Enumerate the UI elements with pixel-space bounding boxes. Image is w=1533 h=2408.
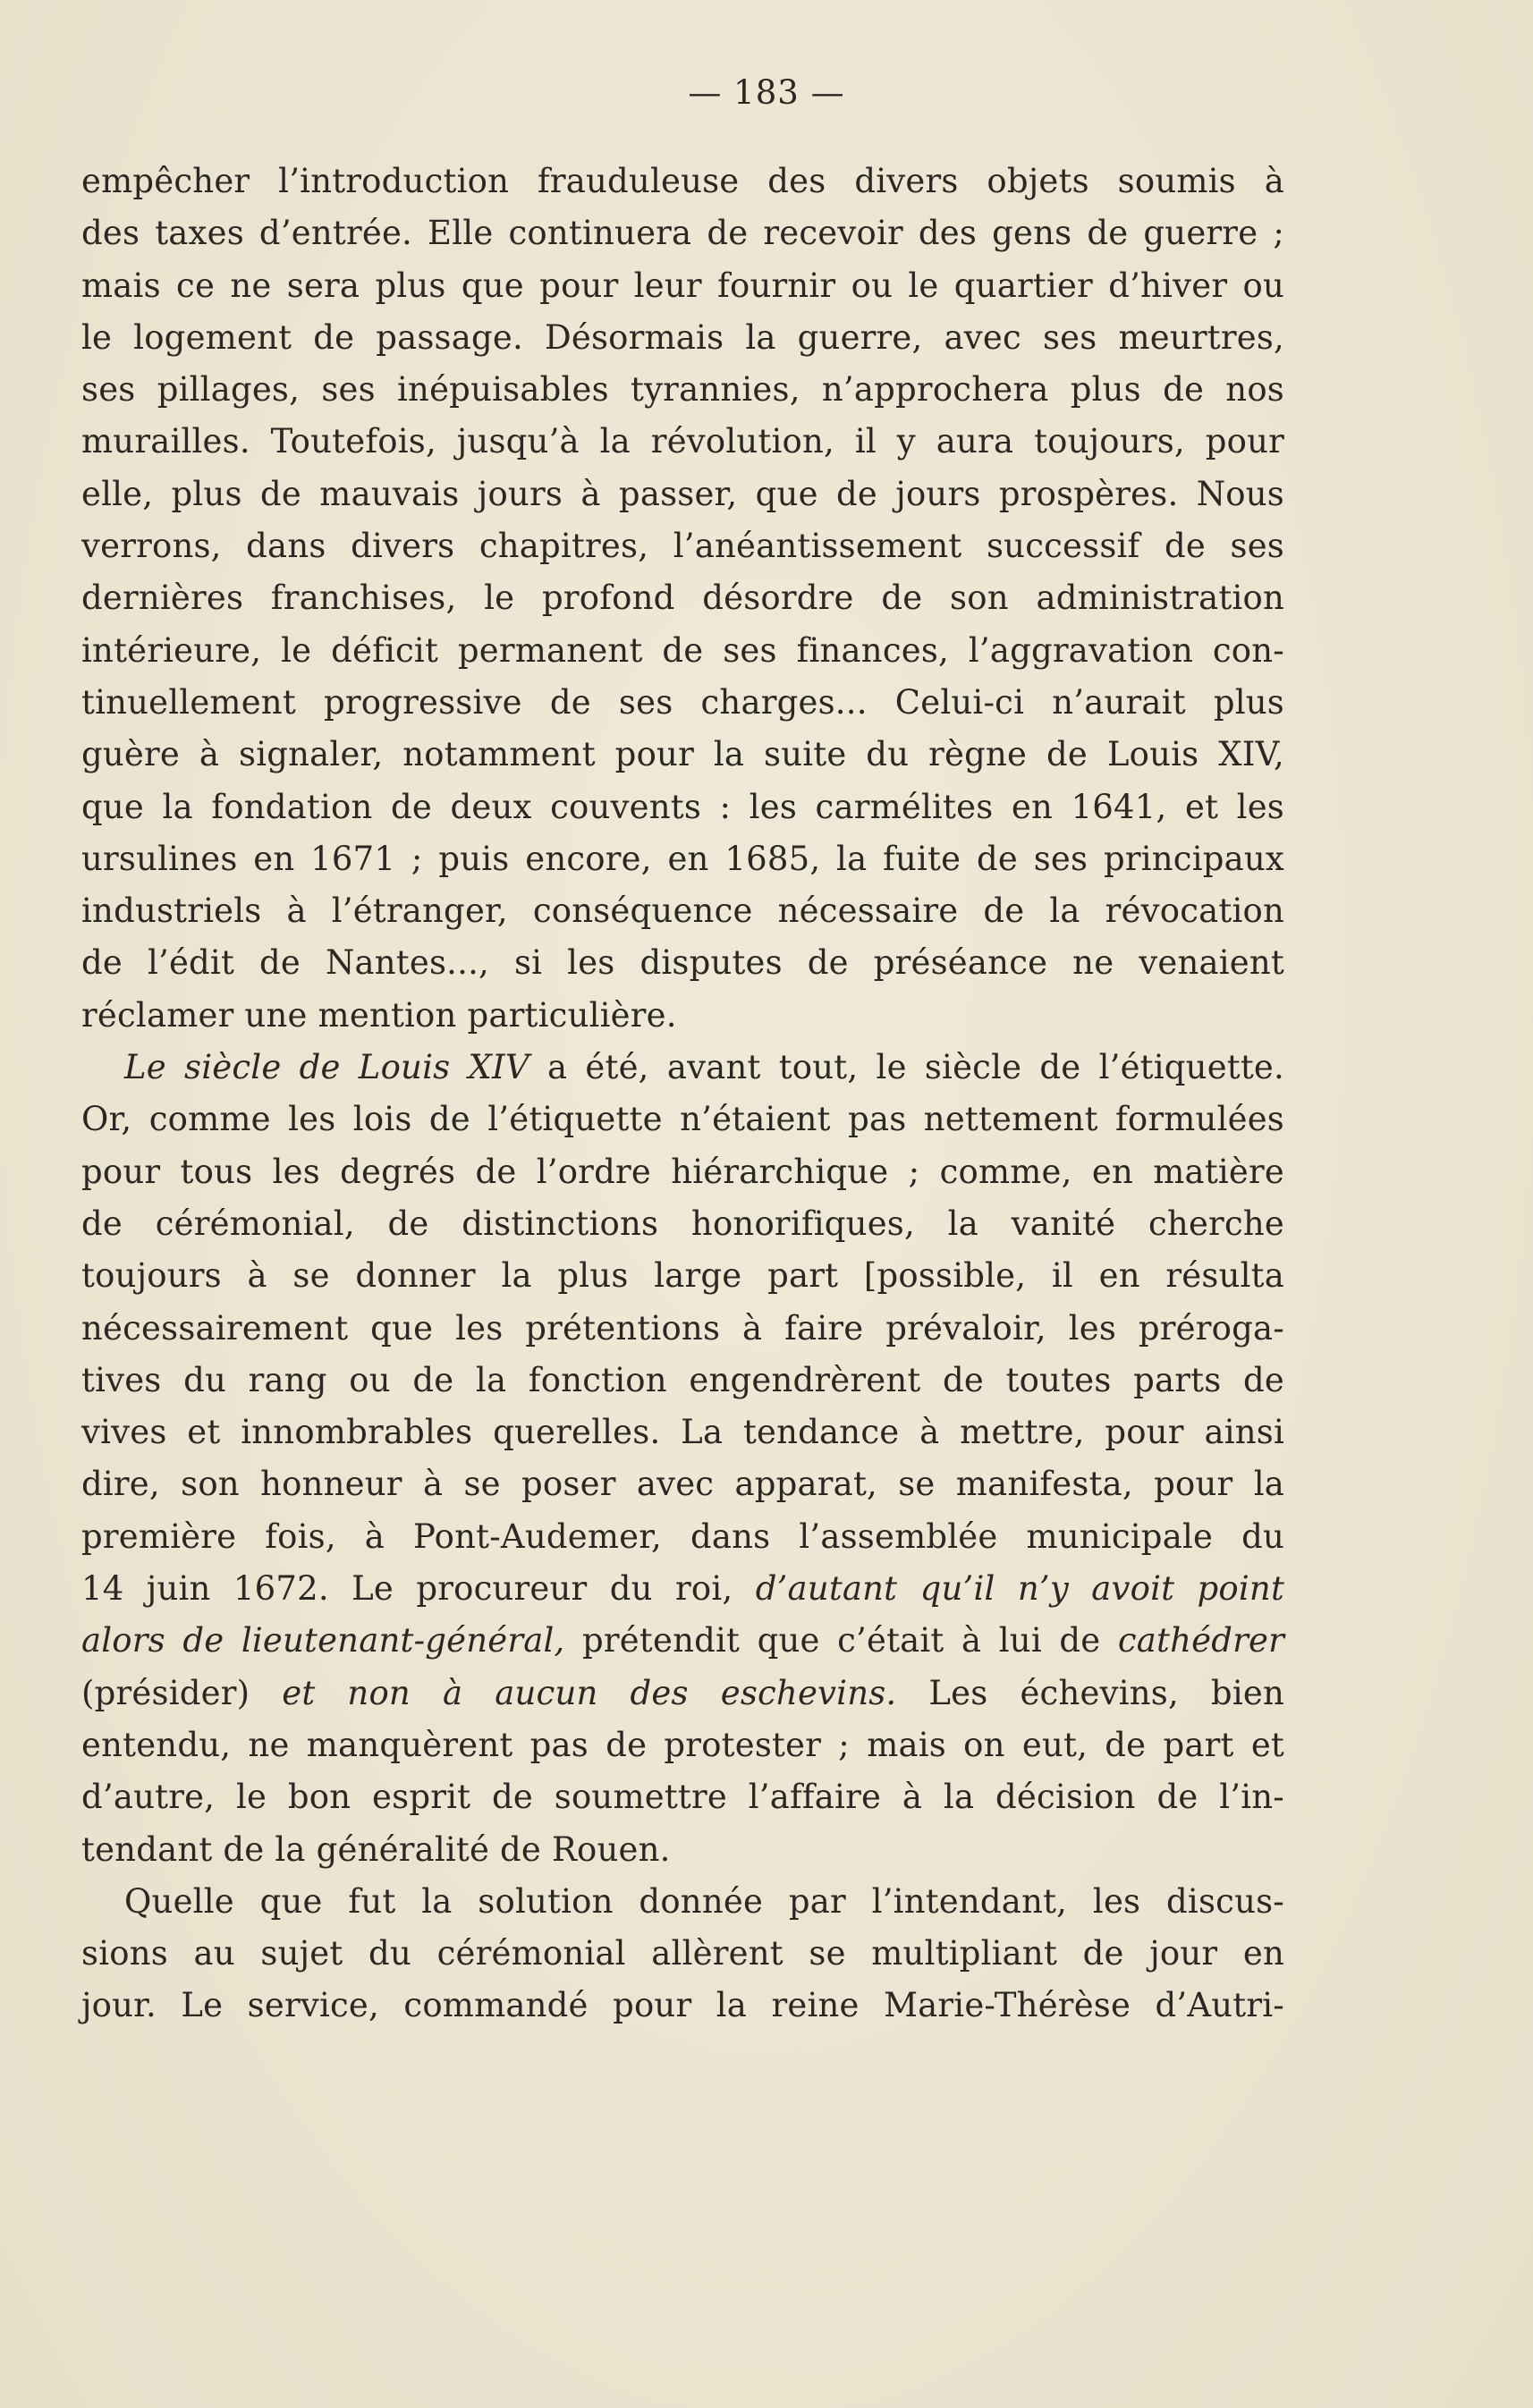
text-segment: tinuellement progressive de ses charges... Celui-ci n’aurait plus	[81, 682, 1284, 722]
text-line	[81, 885, 1284, 937]
text-line	[81, 1928, 1284, 1980]
text-line	[81, 1458, 1284, 1510]
text-line	[81, 1511, 1284, 1563]
text-segment: Or, comme les lois de l’étiquette n’étaient pas nettement formulées	[81, 1100, 1284, 1139]
text-segment: dernières franchises, le profond désordre de son administration	[81, 579, 1284, 618]
text-segment: que la fondation de deux couvents : les carmélites en 1641, et les	[81, 787, 1284, 826]
text-line	[81, 677, 1284, 729]
text-segment: Quelle que fut la solution donnée par l’intendant, les discus-	[124, 1881, 1284, 1921]
italic-text: Le siècle de Louis XIV	[124, 1048, 529, 1087]
text-line	[81, 1719, 1284, 1771]
text-line	[81, 1615, 1284, 1667]
text-segment: de l’édit de Nantes..., si les disputes de préséance ne venaient	[81, 943, 1284, 983]
text-line	[81, 1876, 1284, 1928]
text-segment: a été, avant tout, le siècle de l’étiquette.	[529, 1048, 1284, 1087]
text-segment: des taxes d’entrée. Elle continuera de recevoir des gens de guerre ;	[81, 214, 1284, 253]
text-segment: (présider)	[81, 1673, 283, 1712]
text-line	[81, 625, 1284, 677]
text-line	[81, 1094, 1284, 1145]
text-segment: jour. Le service, commandé pour la reine Marie-Thérèse d’Autri-	[81, 1986, 1284, 2025]
text-line	[81, 1042, 1284, 1094]
text-line	[81, 207, 1284, 259]
text-line	[81, 469, 1284, 520]
text-line	[81, 312, 1284, 364]
text-segment: guère à signaler, notamment pour la suite du règne de Louis XIV,	[81, 735, 1284, 774]
text-line	[81, 520, 1284, 572]
text-line	[81, 1355, 1284, 1407]
text-line	[81, 1668, 1284, 1719]
text-segment: 14 juin 1672. Le procureur du roi,	[81, 1569, 756, 1609]
text-segment: première fois, à Pont-Audemer, dans l’assemblée municipale du	[81, 1517, 1284, 1556]
text-segment: toujours à se donner la plus large part [possible, il en résulta	[81, 1256, 1284, 1296]
text-line	[81, 1824, 1284, 1876]
text-line	[81, 782, 1284, 833]
text-segment: intérieure, le déficit permanent de ses finances, l’aggravation con-	[81, 630, 1284, 670]
text-segment: Les échevins, bien	[896, 1673, 1284, 1712]
text-segment: sions au sujet du cérémonial allèrent se multipliant de jour en	[81, 1934, 1284, 1973]
text-segment: vives et innombrables querelles. La tendance à mettre, pour ainsi	[81, 1413, 1284, 1452]
text-segment: le logement de passage. Désormais la guerre, avec ses meurtres,	[81, 317, 1284, 357]
text-segment: entendu, ne manquèrent pas de protester ; mais on eut, de part et	[81, 1725, 1284, 1764]
italic-text: cathédrer	[1117, 1621, 1284, 1660]
text-segment: de cérémonial, de distinctions honorifiques, la vanité cherche	[81, 1204, 1284, 1243]
text-segment: prétendit que c’était à lui de	[564, 1621, 1118, 1660]
text-segment: empêcher l’introduction frauduleuse des divers objets soumis à	[81, 162, 1284, 200]
text-line	[81, 572, 1284, 624]
body-text	[81, 156, 1284, 2032]
text-segment: ursulines en 1671 ; puis encore, en 1685, la fuite de ses principaux	[81, 839, 1284, 878]
italic-text: d’autant qu’il n’y avoit point	[755, 1569, 1285, 1609]
text-segment: tendant de la généralité de Rouen.	[81, 1829, 671, 1869]
text-line	[81, 156, 1284, 207]
text-line	[81, 1303, 1284, 1355]
text-line	[81, 1563, 1284, 1615]
text-segment: réclamer une mention particulière.	[81, 995, 677, 1035]
text-segment: industriels à l’étranger, conséquence nécessaire de la révocation	[81, 891, 1284, 931]
text-line	[81, 1198, 1284, 1250]
text-segment: dire, son honneur à se poser avec apparat, se manifesta, pour la	[81, 1465, 1284, 1504]
text-segment: tives du rang ou de la fonction engendrèrent de toutes parts de	[81, 1360, 1284, 1399]
text-line	[81, 1771, 1284, 1823]
text-line	[81, 260, 1284, 312]
text-segment: pour tous les degrés de l’ordre hiérarchique ; comme, en matière	[81, 1152, 1284, 1191]
text-segment: elle, plus de mauvais jours à passer, que de jours prospères. Nous	[81, 474, 1284, 513]
text-segment: ses pillages, ses inépuisables tyrannies, n’approchera plus de nos	[81, 370, 1284, 410]
text-line	[81, 729, 1284, 781]
page-number: — 183 —	[688, 73, 845, 112]
text-line	[81, 1250, 1284, 1302]
text-segment: nécessairement que les prétentions à faire prévaloir, les préroga-	[81, 1308, 1284, 1348]
italic-text: alors de lieutenant-général,	[81, 1621, 565, 1660]
text-segment: mais ce ne sera plus que pour leur fournir ou le quartier d’hiver ou	[81, 266, 1284, 305]
text-line	[81, 990, 1284, 1042]
text-line	[81, 364, 1284, 416]
text-segment: murailles. Toutefois, jusqu’à la révolution, il y aura toujours, pour	[81, 422, 1284, 461]
text-segment: d’autre, le bon esprit de soumettre l’affaire à la décision de l’in-	[81, 1778, 1284, 1817]
text-line	[81, 416, 1284, 468]
text-line	[81, 1146, 1284, 1198]
italic-text: et non à aucun des eschevins.	[282, 1673, 897, 1712]
text-line	[81, 937, 1284, 989]
text-line	[81, 833, 1284, 885]
text-line	[81, 1407, 1284, 1458]
text-segment: verrons, dans divers chapitres, l’anéantissement successif de ses	[81, 527, 1284, 566]
text-line	[81, 1980, 1284, 2032]
